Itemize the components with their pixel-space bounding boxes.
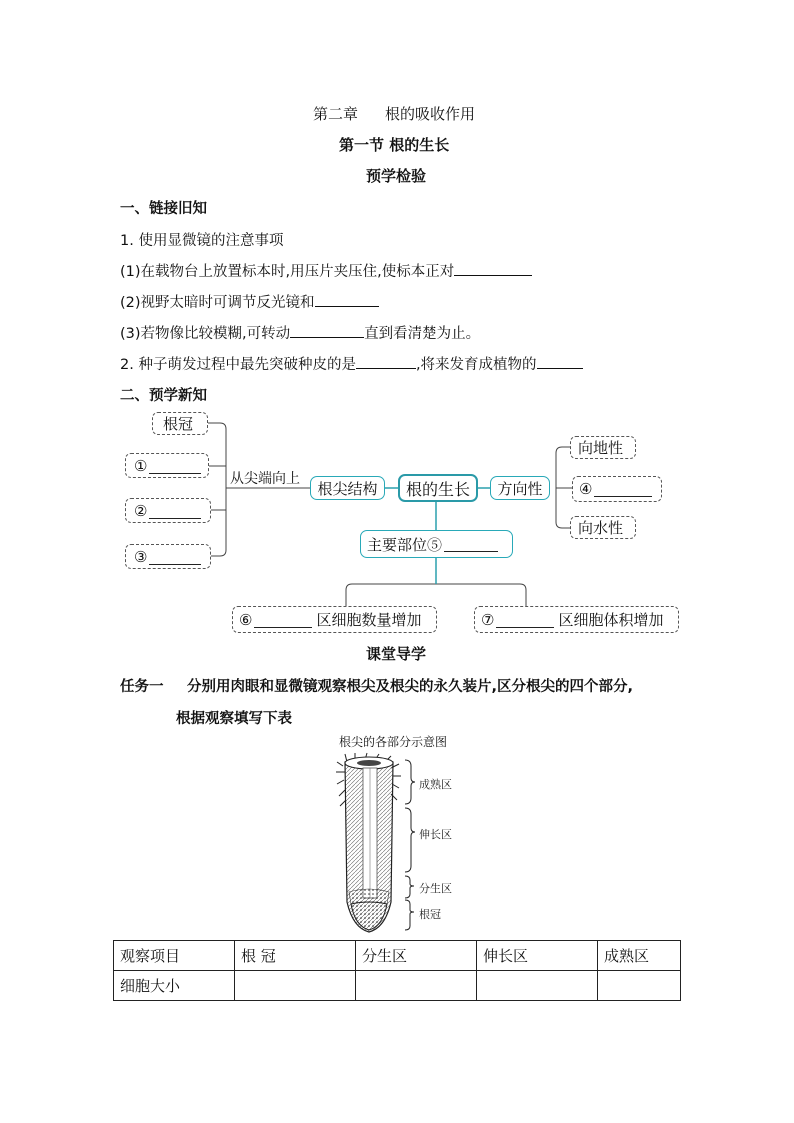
chapter-number: 第二章 [313,105,359,123]
zone-7-number: ⑦ [481,610,495,629]
zone-4-node[interactable] [572,476,662,502]
tip-structure-label: 根尖结构 [317,479,378,498]
question-1c-text-end: 直到看清楚为止。 [364,326,481,342]
zone-4-blank[interactable] [594,481,652,497]
zone-7-text: 区细胞体积增加 [558,611,664,629]
table-row-label: 细胞大小 [114,971,235,1001]
zone-7-node[interactable] [474,606,679,633]
zone-1-blank[interactable] [149,458,201,474]
center-node [398,474,478,502]
label-mature-zone: 成熟区 [419,778,452,791]
table-header-cell: 分生区 [356,941,477,971]
task-1-text-cont: 根据观察填写下表 [176,711,292,727]
task-1-text: 分别用肉眼和显微镜观察根尖及根尖的永久装片,区分根尖的四个部分, [187,679,634,695]
table-answer-cell[interactable] [598,971,681,1001]
gravity-node [570,436,636,459]
root-cap-label: 根冠 [163,415,194,433]
question-1c-text: (3)若物像比较模糊,可转动 [120,326,291,342]
center-label: 根的生长 [405,479,470,499]
label-elongation-zone: 伸长区 [419,828,452,841]
table-header-cell: 根 冠 [235,941,356,971]
table-row [114,971,681,1001]
question-1: 1. 使用显微镜的注意事项 [120,233,284,249]
part2-heading: 二、预学新知 [120,388,207,404]
question-1a-text: (1)在载物台上放置标本时,用压片夹压住,使标本正对 [120,264,455,280]
chapter-title: 根的吸收作用 [385,105,476,123]
zone-4-number: ④ [579,480,593,498]
label-meristem-zone: 分生区 [419,882,452,895]
direction-label: 方向性 [497,479,543,498]
zone-3-number: ③ [134,547,148,566]
zone-3-node[interactable] [125,544,211,569]
diagram-title: 根尖的各部分示意图 [339,735,448,749]
preview-heading: 预学检验 [366,167,427,185]
question-2-text: 2. 种子萌发过程中最先突破种皮的是 [120,357,356,373]
question-2-text-mid: ,将来发育成植物的 [415,357,537,373]
table-answer-cell[interactable] [477,971,598,1001]
tip-structure-node [310,476,385,500]
question-1b-text: (2)视野太暗时可调节反光镜和 [120,295,315,311]
table-answer-cell[interactable] [356,971,477,1001]
from-tip-label: 从尖端向上 [230,471,300,487]
part1-heading: 一、链接旧知 [120,201,207,217]
zone-2-number: ② [134,501,148,520]
water-label: 向水性 [578,519,624,537]
zone-5-blank[interactable] [444,536,498,552]
label-root-cap: 根冠 [419,908,441,921]
root-cap-node [152,412,208,435]
table-header-cell: 成熟区 [598,941,681,971]
main-part-label: 主要部位⑤ [367,535,443,554]
zone-1-number: ① [134,456,148,475]
table-header-row [114,941,681,971]
zone-3-blank[interactable] [149,549,201,565]
zone-6-text: 区细胞数量增加 [316,611,422,629]
main-part-node[interactable] [360,530,513,558]
table-header-cell: 观察项目 [114,941,235,971]
table-answer-cell[interactable] [235,971,356,1001]
zone-2-node[interactable] [125,498,211,523]
gravity-label: 向地性 [578,439,624,457]
zone-6-blank[interactable] [254,612,312,628]
observation-table [113,940,681,1001]
zone-2-blank[interactable] [149,503,201,519]
table-header-cell: 伸长区 [477,941,598,971]
water-node [570,516,636,539]
task-1-label: 任务一 [120,679,164,695]
classroom-heading: 课堂导学 [366,645,427,663]
zone-6-node[interactable] [232,606,437,633]
zone-1-node[interactable] [125,453,209,478]
zone-6-number: ⑥ [239,610,253,629]
direction-node [490,476,550,500]
zone-7-blank[interactable] [496,612,554,628]
section-title: 第一节 根的生长 [339,136,450,154]
